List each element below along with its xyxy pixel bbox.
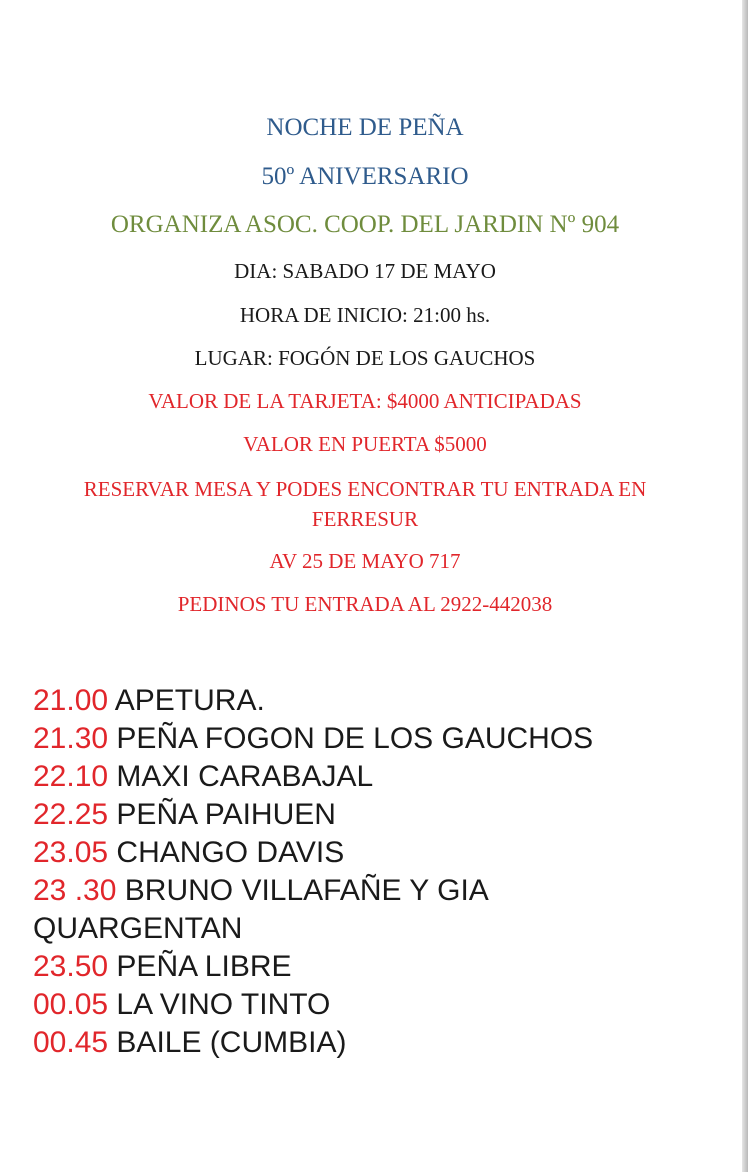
schedule-item: [33, 682, 723, 720]
schedule-time: 00.05: [33, 988, 109, 1021]
schedule-act: PEÑA FOGON DE LOS GAUCHOS: [116, 722, 594, 755]
schedule-time: 22.10: [33, 760, 109, 793]
anniversary-line: 50º ANIVERSARIO: [261, 163, 469, 190]
contact-phone: PEDINOS TU ENTRADA AL 2922-442038: [177, 592, 553, 616]
schedule-time: 00.45: [33, 1026, 109, 1059]
schedule-item: [33, 796, 723, 834]
schedule-item: [33, 1024, 723, 1062]
schedule-act: LA VINO TINTO: [116, 988, 331, 1021]
event-schedule: [33, 682, 723, 1062]
schedule-item: [33, 986, 723, 1024]
schedule-act: BRUNO VILLAFAÑE Y GIA QUARGENTAN: [33, 874, 488, 945]
event-title: NOCHE DE PEÑA: [266, 114, 464, 141]
schedule-act: CHANGO DAVIS: [116, 836, 345, 869]
schedule-item: [33, 834, 723, 872]
schedule-item: [33, 872, 553, 948]
schedule-time: 23 .30: [33, 874, 117, 907]
schedule-time: 23.05: [33, 836, 109, 869]
reservation-info: RESERVAR MESA Y PODES ENCONTRAR TU ENTRADA EN FERRESUR: [83, 477, 647, 531]
event-day: DIA: SABADO 17 DE MAYO: [234, 259, 496, 283]
ticket-price: VALOR DE LA TARJETA: $4000 ANTICIPADAS: [148, 389, 582, 413]
schedule-item: [33, 758, 723, 796]
event-start-time: HORA DE INICIO: 21:00 hs.: [239, 303, 491, 327]
schedule-time: 21.30: [33, 722, 109, 755]
event-venue: LUGAR: FOGÓN DE LOS GAUCHOS: [194, 346, 536, 370]
schedule-act: MAXI CARABAJAL: [116, 760, 374, 793]
schedule-act: PEÑA PAIHUEN: [116, 798, 336, 831]
schedule-act: APETURA.: [114, 684, 265, 717]
schedule-time: 22.25: [33, 798, 109, 831]
schedule-time: 21.00: [33, 684, 109, 717]
shop-address: AV 25 DE MAYO 717: [269, 549, 461, 573]
page-edge-shadow: [742, 0, 748, 1172]
organizer-line: ORGANIZA ASOC. COOP. DEL JARDIN Nº 904: [110, 211, 620, 238]
door-price: VALOR EN PUERTA $5000: [243, 432, 487, 456]
schedule-act: PEÑA LIBRE: [116, 950, 292, 983]
schedule-act: BAILE (CUMBIA): [116, 1026, 347, 1059]
schedule-item: [33, 720, 723, 758]
schedule-item: [33, 948, 723, 986]
schedule-time: 23.50: [33, 950, 109, 983]
